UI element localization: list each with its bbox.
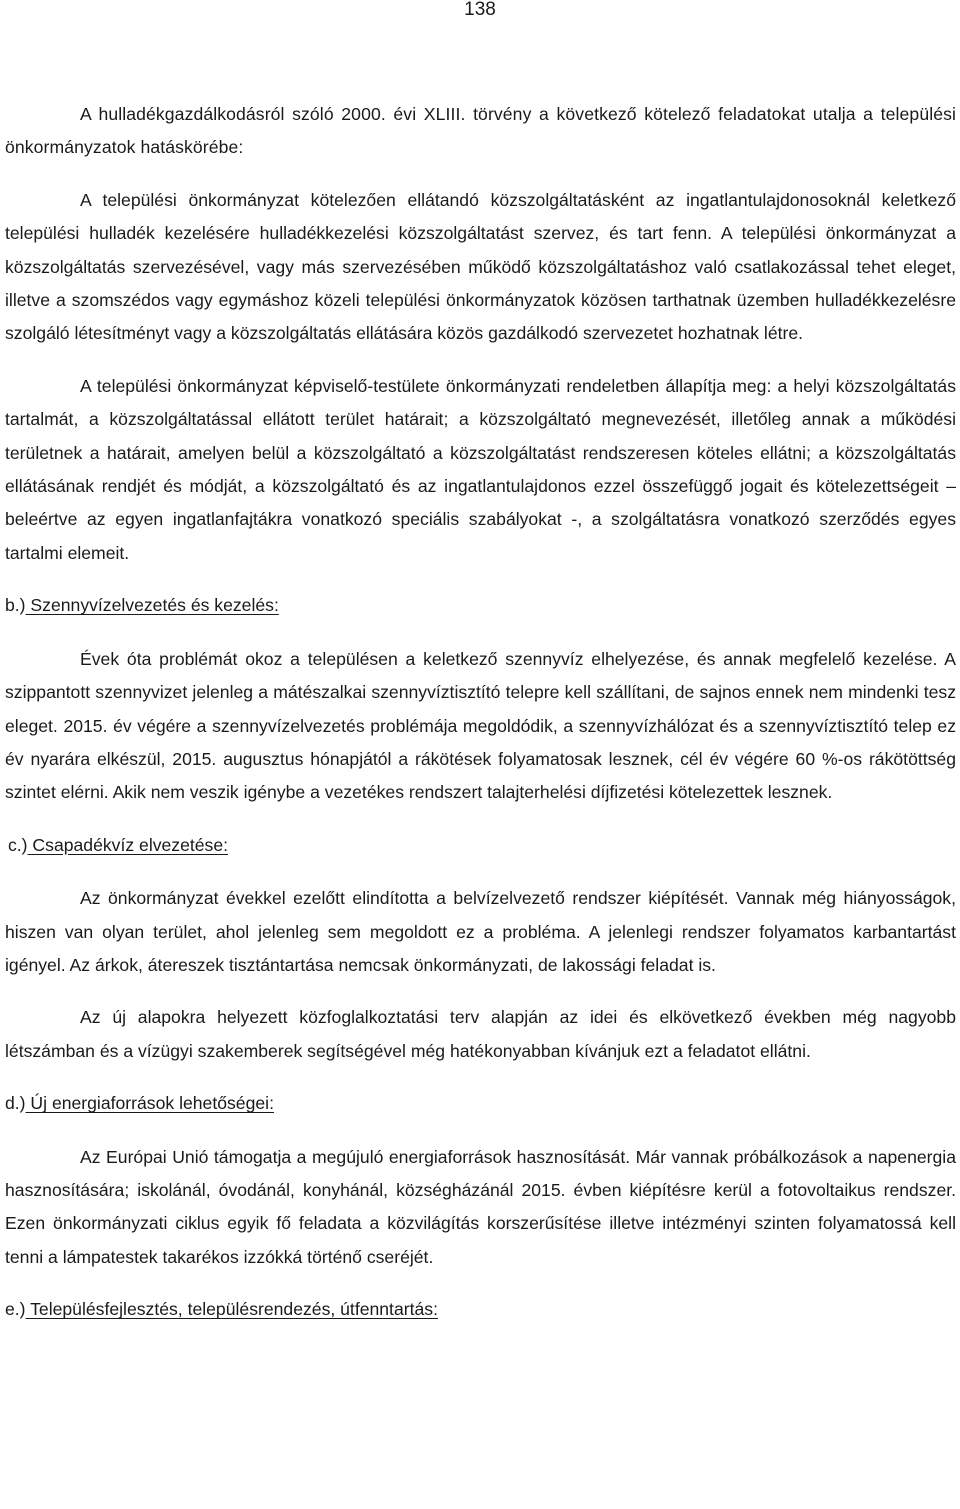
section-title-b: Szennyvízelvezetés és kezelés: — [25, 595, 279, 616]
section-heading-c — [5, 829, 956, 862]
energy-paragraph: Az Európai Unió támogatja a megújuló energiaforrások hasznosítását. Már vannak próbálkozások a napenergia hasznosítására; iskolánál, óvodánál, konyhánál, községházánál 2015. évben kiépítésre kerül a fotovoltaikus rendszer. Ezen önkormányzati ciklus egyik fő feladata a közvilágítás korszerűsítése illetve intézményi szinten folyamatossá kell tenni a lámpatestek takarékos izzókká történő cseréjét. — [5, 1146, 956, 1267]
section-marker-b: b.) — [5, 595, 26, 616]
sewage-paragraph: Évek óta problémát okoz a településen a keletkező szennyvíz elhelyezése, és annak megfelelő kezelése. A szippantott szennyvizet jelenleg a mátészalkai szennyvíztisztító telepre kell szállítani, de sajnos ennek nem mindenki tesz eleget. 2015. év végére a szennyvízelvezetés problémája megoldódik, a szennyvízhálózat és a szennyvíztisztító telep ez év nyarára elkészül, 2015. augusztus hónapjától a rákötések folyamatosak lesznek, cél év végére 60 %-os rákötöttség szintet elérni. Akik nem veszik igénybe a vezetékes rendszert talajterhelési díjfizetési kötelezettek lesznek. — [5, 648, 956, 803]
section-heading-d — [5, 1087, 956, 1120]
public-work-paragraph: Az új alapokra helyezett közfoglalkoztatási terv alapján az idei és elkövetkező években még nagyobb létszámban és a vízügyi szakemberek segítségével még hatékonyabban kívánjuk ezt a feladatot ellátni. — [5, 1007, 956, 1061]
section-title-d: Új energiaforrások lehetőségei: — [25, 1093, 274, 1114]
section-title-c: Csapadékvíz elvezetése: — [27, 834, 229, 855]
section-marker-e: e.) — [5, 1299, 26, 1320]
section-heading-e — [5, 1293, 956, 1326]
document-body — [5, 98, 956, 1347]
section-title-e: Településfejlesztés, településrendezés, útfenntartás: — [25, 1299, 438, 1320]
waste-management-paragraph: A települési önkormányzat kötelezően ellátandó közszolgáltatásként az ingatlantulajdonosoknál keletkező települési hulladék kezelésére hulladékkezelési közszolgáltatást szervez, és tart fenn. A települési önkormányzat a közszolgáltatás szervezésével, vagy más szervezésében működő közszolgáltatáshoz való csatlakozással tehet eleget, illetve a szomszédos vagy egymáshoz közeli települési önkormányzatok közösen tarthatnak üzemben hulladékkezelésre szolgáló létesítményt vagy a közszolgáltatás ellátására közös gazdálkodó szervezetet hozhatnak létre. — [5, 189, 956, 344]
section-heading-b — [5, 589, 956, 622]
drainage-paragraph: Az önkormányzat évekkel ezelőtt elindította a belvízelvezető rendszer kiépítését. Vannak még hiányosságok, hiszen van olyan terület, ahol jelenleg sem megoldott ez a probléma. A jelenlegi rendszer folyamatos karbantartást igényel. Az árkok, átereszek tisztántartása nemcsak önkormányzati, de lakossági feladat is. — [5, 888, 956, 975]
section-marker-c: c.) — [8, 834, 28, 855]
page-number: 138 — [464, 0, 496, 20]
intro-paragraph: A hulladékgazdálkodásról szóló 2000. évi XLIII. törvény a következő kötelező feladatokat utalja a települési önkormányzatok hatáskörébe: — [5, 104, 956, 158]
section-marker-d: d.) — [5, 1093, 26, 1114]
council-regulation-paragraph: A települési önkormányzat képviselő-testülete önkormányzati rendeletben állapítja meg: a helyi közszolgáltatás tartalmát, a közszolgáltatással ellátott terület határait; a közszolgáltató megnevezését, illetőleg annak a működési területnek a határait, amelyen belül a közszolgáltató a közszolgáltatást rendszeresen köteles ellátni; a közszolgáltatás ellátásának rendjét és módját, a közszolgáltató és az ingatlantulajdonos ezzel összefüggő jogait és kötelezettségeit – beleértve az egyen ingatlanfajtákra vonatkozó speciális szabályokat -, a szolgáltatásra vonatkozó szerződés egyes tartalmi elemeit. — [5, 375, 956, 563]
